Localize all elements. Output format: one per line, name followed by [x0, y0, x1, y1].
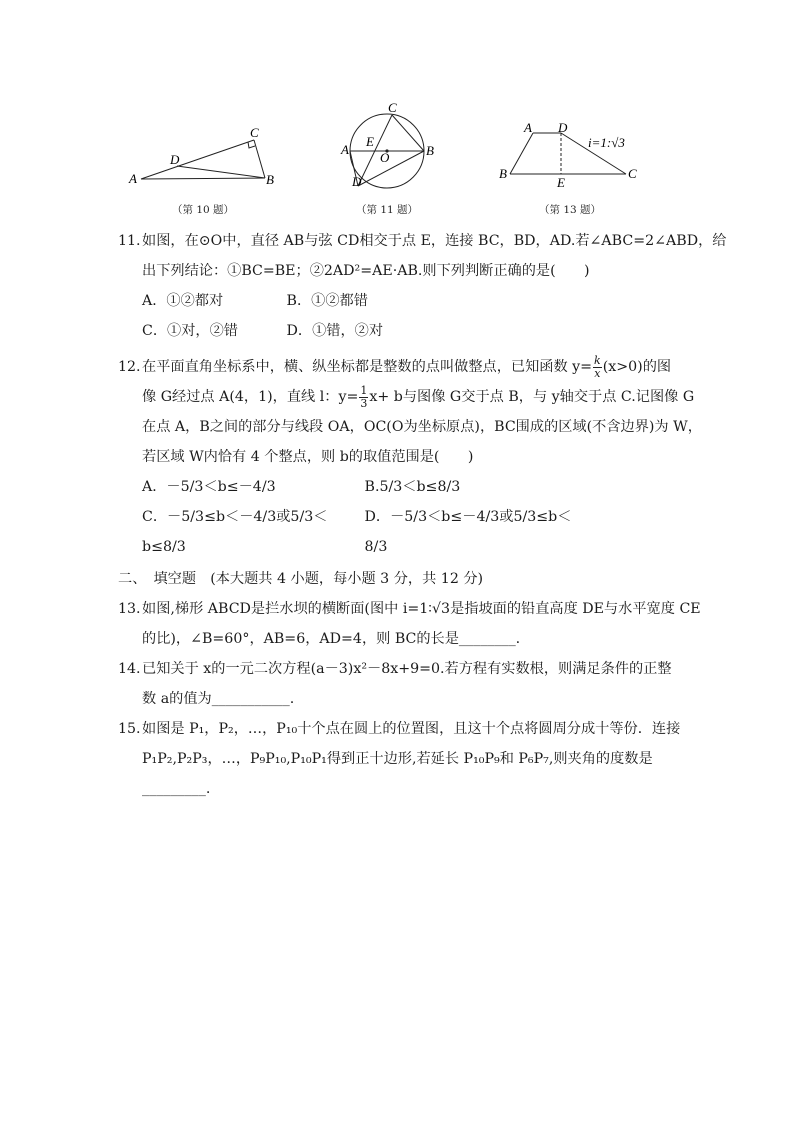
question-11-line-2: 出下列结论：①BC=BE；②2AD²=AE·AB.则下列判断正确的是( )	[142, 263, 590, 279]
figures-area	[0, 0, 794, 225]
fig11-label-e: E	[366, 134, 374, 149]
q12-option-d: D．－5/3＜b≤－4/3或5/3≤b＜8/3	[364, 509, 572, 555]
fig13-caption: （第 13 题）	[539, 204, 602, 216]
question-13-number: 13.	[118, 601, 141, 617]
question-15-line-3: _________.	[142, 781, 211, 797]
question-11	[118, 226, 727, 286]
question-12-line-2	[142, 382, 695, 412]
question-11-line-1: 如图，在⊙O中，直径 AB与弦 CD相交于点 E，连接 BC，BD，AD.若∠ABC=2∠ABD，给	[142, 233, 727, 249]
q12-option-b: B.5/3＜b≤8/3	[364, 479, 461, 495]
question-content	[118, 226, 727, 804]
question-12-line-4: 若区域 W内恰有 4 个整点，则 b的取值范围是( )	[142, 449, 474, 465]
question-12-number: 12.	[118, 359, 141, 375]
question-13-line-1: 如图,梯形 ABCD是拦水坝的横断面(图中 i=1∶√3是指坡面的铅直高度 DE与水平宽度 CE	[142, 601, 701, 617]
fig13-label-d: D	[558, 120, 568, 135]
q12-line-1b: (x>0)的图	[602, 359, 672, 375]
fig10-label-a: A	[129, 171, 137, 186]
fig13-label-c: C	[628, 166, 637, 181]
q11-option-c: C．①对，②错	[142, 323, 238, 339]
fig11-label-b: B	[426, 143, 434, 158]
fig11-label-a: A	[341, 142, 349, 157]
fig10-label-d: D	[170, 152, 180, 167]
fig11-caption: （第 11 题）	[356, 204, 419, 216]
question-12-options	[118, 472, 688, 562]
q11-option-b: B．①②都错	[286, 293, 368, 309]
q12-line-2b: x+ b与图像 G交于点 B，与 y轴交于点 C.记图像 G	[369, 389, 695, 405]
q12-option-c: C．－5/3≤b＜－4/3或5/3＜b≤8/3	[142, 509, 328, 555]
question-12-line-1	[142, 352, 688, 382]
q12-fraction-k-over-x	[593, 355, 602, 380]
figure-10	[0, 0, 794, 225]
q12-frac-x: x	[594, 366, 601, 380]
section-fill-in-blank-heading: 二、 填空题 (本大题共 4 小题，每小题 3 分，共 12 分)	[118, 571, 484, 587]
q12-option-a: A．－5/3＜b≤－4/3	[142, 479, 276, 495]
question-11-options	[118, 286, 688, 346]
q12-line-1a: 在平面直角坐标系中，横、纵坐标都是整数的点叫做整点，已知函数 y=	[142, 359, 593, 375]
question-13	[118, 594, 701, 654]
question-15-number: 15.	[118, 721, 141, 737]
q12-line-2a: 像 G经过点 A(4，1)，直线 l：y=	[142, 389, 359, 405]
fig11-label-c: C	[388, 100, 397, 115]
q11-option-d: D．①错，②对	[286, 323, 384, 339]
question-13-line-2: 的比)，∠B=60°，AB=6，AD=4，则 BC的长是________.	[142, 631, 521, 647]
fig13-slope-label: i=1:√3	[588, 135, 625, 150]
fig10-label-c: C	[250, 125, 259, 140]
fig10-label-b: B	[266, 172, 274, 187]
fig13-label-e: E	[557, 175, 565, 190]
question-12	[118, 352, 702, 472]
question-15-line-1: 如图是 P₁，P₂，…，P₁₀十个点在圆上的位置图，且这十个点将圆周分成十等份．连接	[142, 721, 681, 737]
q12-fraction-1-over-3	[359, 385, 368, 410]
question-12-line-3: 在点 A，B之间的部分与线段 OA，OC(O为坐标原点)，BC围成的区域(不含边界)为 W，	[142, 419, 702, 435]
q11-option-a: A．①②都对	[142, 293, 224, 309]
fig13-label-b: B	[499, 166, 507, 181]
question-14-number: 14.	[118, 661, 141, 677]
question-14-line-2: 数 a的值为___________.	[142, 691, 295, 707]
fig11-label-o: O	[380, 150, 390, 165]
q12-frac-1: 1	[360, 383, 368, 397]
fig10-caption: （第 10 题）	[172, 204, 235, 216]
q12-frac-3: 3	[360, 396, 368, 410]
question-14	[118, 654, 688, 714]
question-11-number: 11.	[118, 233, 141, 249]
fig11-label-d: D	[352, 174, 362, 189]
question-15	[118, 714, 688, 804]
fig10-triangle	[141, 140, 265, 179]
question-14-line-1: 已知关于 x的一元二次方程(a－3)x²－8x+9=0.若方程有实数根，则满足条件的正整	[142, 661, 672, 677]
question-15-line-2: P₁P₂,P₂P₃，…，P₉P₁₀,P₁₀P₁得到正十边形,若延长 P₁₀P₉和 P₆P₇,则夹角的度数是	[142, 751, 653, 767]
q12-frac-k: k	[594, 353, 601, 367]
fig13-label-a: A	[524, 120, 532, 135]
